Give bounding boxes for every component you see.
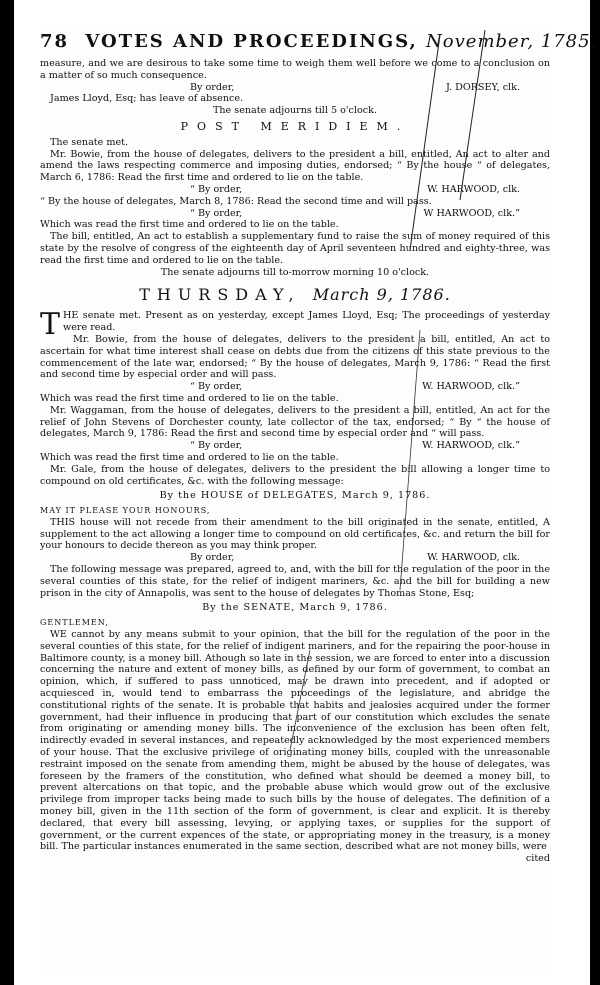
paragraph: THIS house will not recede from their amendment to the bill originated in the senate, entitled, A supplement to the act allowing a longer time to compound on old certificates, &c. and return the bill for your honours to decide thereon as you may think proper.: [40, 516, 550, 552]
clerk-signature: W. HARWOOD, clk.”: [422, 440, 520, 452]
scan-left-border: [0, 0, 14, 985]
by-order: “ By order,: [190, 381, 243, 393]
header-date: November, 1785.: [426, 31, 598, 52]
senate-line: By the SENATE, March 9, 1786.: [202, 602, 388, 614]
paragraph: The following message was prepared, agreed to, and, with the bill for the regulation of the poor in the several counties of this state, for the relief of indigent mariners, &c. and the bill for building a new prison in the city of Annapolis, was sent to the house of delegates by Thomas Stone, Esq;: [40, 564, 550, 599]
by-order: By order,: [190, 552, 235, 564]
clerk-signature: W. HARWOOD, clk.”: [422, 381, 520, 393]
day-date: March 9, 1786.: [312, 285, 451, 305]
salutation: GENTLEMEN,: [40, 618, 109, 628]
clerk-signature: W HARWOOD, clk.”: [423, 207, 520, 219]
signature-row: [40, 184, 550, 196]
drop-cap: T: [40, 307, 61, 343]
section-heading-thursday: [40, 284, 550, 306]
signature-row: [40, 381, 550, 393]
paragraph: Which was read the first time and ordered to lie on the table.: [40, 392, 339, 404]
paragraph: “ By the house of delegates, March 8, 1786: Read the second time and will pass.: [40, 195, 432, 207]
running-header: [40, 30, 598, 54]
paragraph-dropcap: [40, 307, 550, 343]
paragraph: Mr. Gale, from the house of delegates, delivers to the president the bill allowing a longer time to compound on old certificates, &c. with the following message:: [40, 463, 550, 487]
signature-row: [40, 440, 550, 452]
page-number: 78: [40, 31, 70, 52]
by-order: “ By order,: [190, 440, 243, 452]
paragraph: Which was read the first time and ordered to lie on the table.: [40, 451, 339, 463]
scan-right-border: [590, 0, 600, 985]
by-order: “ By order,: [190, 207, 243, 219]
clerk-signature: W. HARWOOD, clk.: [427, 552, 520, 564]
section-heading-post-meridiem: POST MERIDIEM.: [180, 119, 410, 133]
catchword: cited: [525, 853, 550, 865]
paragraph: Mr. Waggaman, from the house of delegates, delivers to the president a bill, entitled, An act for the relief of John Stevens of Dorchester county, late collector of the tax, endorsed; “ By “ the house of delegates, March 9, 1786: Read the first and second time by especial order and “ will pass.: [40, 404, 550, 440]
by-order: By order,: [190, 81, 235, 93]
paragraph: The senate met.: [50, 136, 129, 148]
house-of-delegates-line: By the HOUSE of DELEGATES, March 9, 1786.: [159, 490, 431, 502]
signature-row: [40, 552, 550, 564]
paragraph: measure, and we are desirous to take some time to weigh them well before we come to a conclusion on a matter of so much consequence.: [40, 58, 550, 81]
paragraph: WE cannot by any means submit to your opinion, that the bill for the regulation of the poor in the several counties of this state, for the relief of indigent mariners, and for the repairing the poor-house in Baltimore county, is a money bill. Athough so late in the session, we are forced to enter into a discussion concerning the nature and extent of money bills, as defined by our form of government, to combat an opinion, which, if suffered to pass unnoticed, may be drawn into precedent, and if adopted or acquiesced in, would tend to embarrass the proceedings of the legislature, and abridge the constitutional rights of the senate. It is probable that habits and jealosies acquired under the former government, had their influence in producing that part of our constitution which excludes the senate from originating or amending money bills. The inconvenience of the exclusion has been often felt, indirectly evaded in several instances, and repeatedly acknowledged by the most experienced members of your house. That the exclusive privilege of originating money bills, coupled with the unreasonable restraint imposed on the senate from amending them, might be abused by the house of delegates, was foreseen by the framers of the constitution, who defined what should be deemed a money bill, to prevent altercations on that topic, and the probable abuse which would grow out of the exclusive privilege from improper tacks being made to such bills by the house of delegates. The definition of a money bill, given in the 11th section of the form of government, is clear and explicit. It is thereby declared, that every bill assessing, levying, or applying taxes, or supplies for the support of government, or the current expences of the state, or appropriating money in the treasury, is a money bill. The particular instances enumerated in the same section, described what are not money bills, were: [40, 629, 550, 853]
paragraph-text: HE senate met. Present as on yesterday, except James Lloyd, Esq; The proceedings of yesterday were read.: [63, 310, 550, 334]
paragraph: Which was read the first time and ordered to lie on the table.: [40, 219, 339, 231]
document-page: [40, 30, 598, 975]
header-title: VOTES AND PROCEEDINGS,: [85, 31, 418, 52]
adjourn-line: The senate adjourns till to-morrow morning 10 o'clock.: [160, 266, 430, 278]
day-title: THURSDAY,: [139, 285, 301, 305]
adjourn-line: The senate adjourns till 5 o'clock.: [212, 105, 378, 117]
signature-row: [40, 208, 550, 220]
paragraph: Mr. Bowie, from the house of delegates, delivers to the president a bill, entitled, An act to alter and amend the laws respecting commerce and imposing duties, endorsed; “ By the house “ of delegates, March 6, 1786: Read the first time and ordered to lie on the table.: [40, 148, 550, 184]
clerk-signature: J. DORSEY, clk.: [445, 81, 520, 93]
paragraph: James Lloyd, Esq; has leave of absence.: [50, 93, 244, 105]
signature-row: [40, 82, 550, 94]
clerk-signature: W. HARWOOD, clk.: [427, 183, 520, 195]
salutation: MAY IT PLEASE YOUR HONOURS,: [40, 506, 211, 516]
paragraph: The bill, entitled, An act to establish a supplementary fund to raise the sum of money required of this state by the resolve of congress of the eighteenth day of April seventeen hundred and eighty-three, was read the first time and ordered to lie on the table.: [40, 231, 550, 266]
paragraph: Mr. Bowie, from the house of delegates, delivers to the president a bill, entitled, An act to ascertain for what time interest shall cease on debts due from the citizens of this state previous to the commencement of the late war, endorsed; “ By the house of delegates, March 9, 1786: “ Read the first and second time by especial order and will pass.: [40, 333, 550, 381]
by-order: “ By order,: [190, 183, 243, 195]
